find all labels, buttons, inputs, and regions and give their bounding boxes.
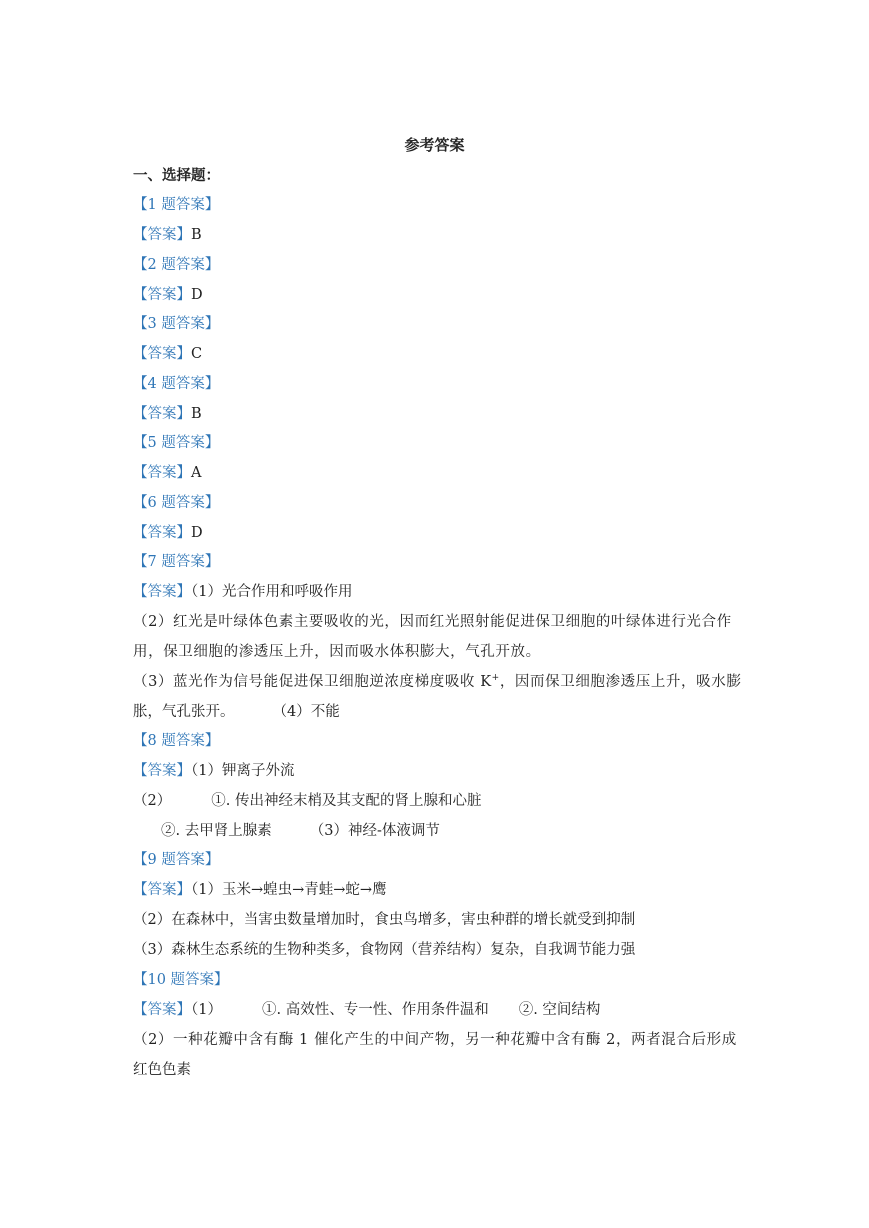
q7-a3-superscript: +	[491, 673, 500, 684]
q8-a2-part-2: ②. 去甲肾上腺素	[161, 823, 272, 839]
q8-a3-text: （3）神经-体液调节	[309, 823, 440, 839]
q9-header: 【9 题答案】	[133, 852, 220, 868]
q7-a3-line-2-text: 胀，气孔张开。	[133, 704, 235, 720]
q1-header: 【1 题答案】	[133, 197, 220, 213]
page-title: 参考答案	[404, 136, 465, 154]
q10-answer-2-line-2: 红色色素	[133, 1062, 191, 1078]
q9-answer-3: （3）森林生态系统的生物种类多，食物网（营养结构）复杂，自我调节能力强	[133, 942, 636, 958]
q7-answer-1	[133, 582, 352, 602]
q5-answer-value: A	[191, 465, 202, 481]
answer-tag: 【答案】	[133, 287, 191, 303]
q7-answer-3-line-1	[133, 672, 741, 692]
q8-a1-text: （1）钾离子外流	[191, 763, 295, 779]
q8-answer-2-line-1	[133, 791, 481, 811]
q8-a2-part-1: ①. 传出神经末梢及其支配的肾上腺和心脏	[211, 793, 482, 809]
q7-answer-2-line-1: （2）红光是叶绿体色素主要吸收的光，因而红光照射能促进保卫细胞的叶绿体进行光合作	[133, 614, 732, 630]
q4-header: 【4 题答案】	[133, 376, 220, 392]
q9-a1-text: （1）玉米→蝗虫→青蛙→蛇→鹰	[191, 882, 387, 898]
q10-a1-part-1: ①. 高效性、专一性、作用条件温和	[261, 1002, 489, 1018]
q3-header: 【3 题答案】	[133, 316, 220, 332]
answer-tag: 【答案】	[133, 1002, 191, 1018]
q8-a2-label: （2）	[133, 793, 172, 809]
q7-answer-3-line-2	[133, 702, 340, 722]
q7-answer-2-line-2: 用，保卫细胞的渗透压上升，因而吸水体积膨大，气孔开放。	[133, 644, 541, 660]
q5-header: 【5 题答案】	[133, 435, 220, 451]
q10-answer-1	[133, 1000, 600, 1020]
answer-tag: 【答案】	[133, 584, 191, 600]
q9-answer-1	[133, 880, 387, 900]
q7-a3-text-b: ，因而保卫细胞渗透压上升，吸水膨	[499, 674, 742, 690]
q6-header: 【6 题答案】	[133, 495, 220, 511]
answer-tag: 【答案】	[133, 763, 191, 779]
q10-header: 【10 题答案】	[133, 972, 229, 988]
q10-a1-part-2: ②. 空间结构	[518, 1002, 601, 1018]
answer-tag: 【答案】	[133, 346, 191, 362]
q3-answer-value: C	[191, 346, 203, 362]
q4-answer	[133, 404, 202, 424]
answer-tag: 【答案】	[133, 525, 191, 541]
q2-answer	[133, 285, 203, 305]
q2-answer-value: D	[191, 287, 203, 303]
q1-answer-value: B	[191, 227, 202, 243]
q1-answer	[133, 225, 202, 245]
q7-a4-text: （4）不能	[272, 704, 340, 720]
q10-answer-2-line-1: （2）一种花瓣中含有酶 1 催化产生的中间产物，另一种花瓣中含有酶 2，两者混合后形成	[133, 1032, 737, 1048]
q7-header: 【7 题答案】	[133, 554, 220, 570]
q2-header: 【2 题答案】	[133, 257, 220, 273]
q7-a3-text-a: （3）蓝光作为信号能促进保卫细胞逆浓度梯度吸收 K	[133, 674, 492, 690]
answer-tag: 【答案】	[133, 882, 191, 898]
answer-tag: 【答案】	[133, 227, 191, 243]
q8-answer-1	[133, 761, 294, 781]
q10-a1-label: （1）	[191, 1002, 222, 1018]
answer-tag: 【答案】	[133, 406, 191, 422]
q6-answer	[133, 523, 203, 543]
q8-header: 【8 题答案】	[133, 733, 220, 749]
q6-answer-value: D	[191, 525, 203, 541]
q5-answer	[133, 463, 201, 483]
q8-answer-2-line-2	[161, 821, 440, 841]
section-title: 一、选择题：	[133, 167, 220, 184]
q9-answer-2: （2）在森林中，当害虫数量增加时，食虫鸟增多，害虫种群的增长就受到抑制	[133, 912, 636, 928]
q3-answer	[133, 344, 202, 364]
q7-a1-text: （1）光合作用和呼吸作用	[191, 584, 353, 600]
answer-tag: 【答案】	[133, 465, 191, 481]
q4-answer-value: B	[191, 406, 202, 422]
